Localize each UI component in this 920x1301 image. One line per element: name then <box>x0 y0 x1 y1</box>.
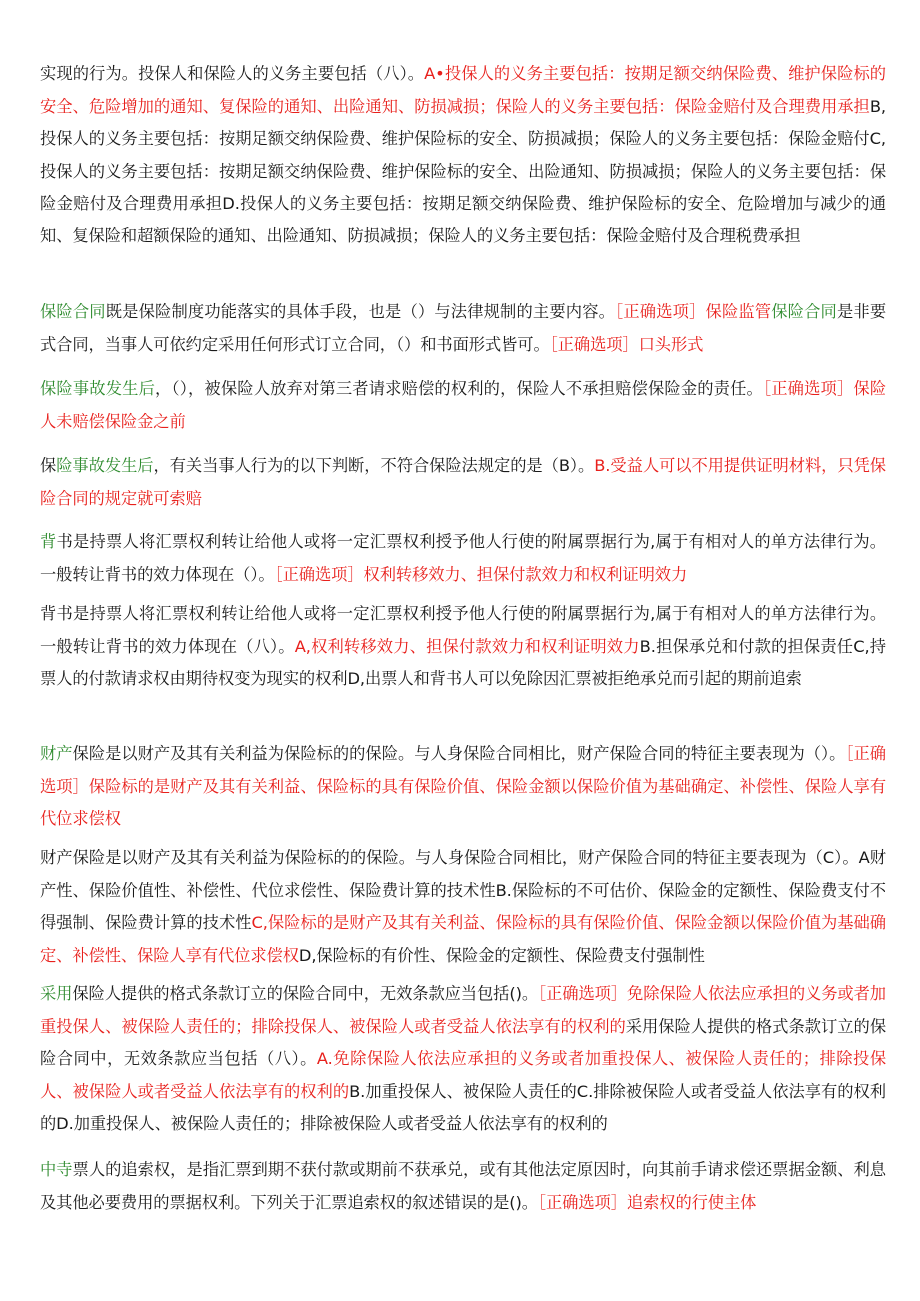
keyword-text: 中寺 <box>40 1160 73 1180</box>
answer-text: ［正确选项］追索权的行使主体 <box>537 1192 757 1212</box>
question-text: B.加重投保人、被保险人责任的C.排除被保险人或者受益人依法享有的权利的D.加重投保人、被保险人责任的；排除被保险人或者受益人依法享有的权利的 <box>40 1081 886 1133</box>
question-text: 票人的追索权，是指汇票到期不获付款或期前不获承兑，或有其他法定原因时，向其前手请求偿还票据金额、利息及其他必要费用的票据权利。下列关于汇票追索权的叙述错误的是()。 <box>40 1160 886 1212</box>
paragraph-property-options <box>40 842 886 972</box>
keyword-text: 保险合同 <box>40 302 106 322</box>
answer-text: A.免除保险人依法应承担的义务或者加重投保人、被保险人责任的；排除投保人、被保险人或者受益人依法享有的权利的 <box>40 1049 886 1101</box>
question-text: ，有关当事人行为的以下判断，不符合保险法规定的是（B）。 <box>153 456 595 476</box>
answer-text: ［正确选项］保险监管 <box>615 302 772 322</box>
answer-text: A•投保人的义务主要包括：按期足额交纳保险费、维护保险标的安全、危险增加的通知、复保险的通知、出险通知、防损减损；保险人的义务主要包括：保险金赔付及合理费用承担 <box>40 64 886 116</box>
question-text: 背书是持票人将汇票权利转让给他人或将一定汇票权利授予他人行使的附属票据行为,属于有相对人的单方法律行为。一般转让背书的效力体现在（八）。 <box>40 604 886 656</box>
answer-text: ［正确选项］口头形式 <box>549 334 704 354</box>
question-text: 保 <box>40 456 57 476</box>
paragraph-endorsement-question <box>40 526 886 591</box>
answer-text: ［正确选项］免除保险人依法应承担的义务或者加重投保人、被保险人责任的；排除投保人、被保险人或者受益人依法享有的权利的 <box>40 984 886 1036</box>
question-text: 是非要式合同，当事人可依约定采用任何形式订立合同，（）和书面形式皆可。 <box>40 302 887 354</box>
paragraph-insurance-duties <box>40 58 886 252</box>
answer-text: ［正确选项］保险人未赔偿保险金之前 <box>40 379 886 431</box>
answer-text: A,权利转移效力、担保付款效力和权利证明效力 <box>294 636 640 656</box>
paragraph-contract-form <box>40 296 886 361</box>
paragraph-recourse <box>40 1154 886 1219</box>
paragraph-property-question <box>40 738 886 835</box>
question-text: 采用保险人提供的格式条款订立的保险合同中，无效条款应当包括（八）。 <box>40 1016 886 1069</box>
keyword-text: 财产 <box>40 744 73 764</box>
question-text: D,保险标的有价性、保险金的定额性、保险费支付强制性 <box>298 945 705 965</box>
keyword-text: 保险合同 <box>771 302 837 322</box>
answer-text: B.受益人可以不用提供证明材料，只凭保险合同的规定就可索赔 <box>40 456 886 508</box>
question-text: B.担保承兑和付款的担保责任C,持票人的付款请求权由期待权变为现实的权利D,出票人和背书人可以免除因汇票被拒绝承兑而引起的期前追索 <box>40 636 886 689</box>
keyword-text: 保险事故发生后 <box>40 379 155 399</box>
question-text: 书是持票人将汇票权利转让给他人或将一定汇票权利授予他人行使的附属票据行为,属于有相对人的单方法律行为。一般转让背书的效力体现在（）。 <box>40 532 886 584</box>
paragraph-after-accident <box>40 450 886 515</box>
answer-text: ［正确选项］保险标的是财产及其有关利益、保险标的具有保险价值、保险金额以保险价值为基础确定、补偿性、保险人享有代位求偿权 <box>40 744 886 829</box>
answer-text: ［正确选项］权利转移效力、担保付款效力和权利证明效力 <box>274 564 688 584</box>
paragraph-standard-terms <box>40 978 886 1140</box>
answer-text: C,保险标的是财产及其有关利益、保险标的具有保险价值、保险金额以保险价值为基础确定、补偿性、保险人享有代位求偿权 <box>40 913 886 965</box>
keyword-text: 险事故发生后 <box>56 456 154 476</box>
paragraph-endorsement-options <box>40 598 886 695</box>
question-text: 保险人提供的格式条款订立的保险合同中，无效条款应当包括()。 <box>72 984 539 1004</box>
question-text: 实现的行为。投保人和保险人的义务主要包括（八）。 <box>40 64 425 84</box>
question-text: B,投保人的义务主要包括：按期足额交纳保险费、维护保险标的安全、防损减损；保险人的义务主要包括：保险金赔付C,投保人的义务主要包括：按期足额交纳保险费、维护保险标的安全、出险通知、防损减损；保险人的义务主要包括：保险金赔付及合理费用承担D.投保人的义务主要包括：按期足额交纳保险费、维护保险标的安全、危险增加与减少的通知、复保险和超额保险的通知、出险通知、防损减损；保险人的义务主要包括：保险金赔付及合理税费承担 <box>40 96 886 246</box>
question-text: 财产保险是以财产及其有关利益为保险标的的保险。与人身保险合同相比，财产保险合同的特征主要表现为（C）。A财产性、保险价值性、补偿性、代位求偿性、保险费计算的技术性B.保险标的不可估价、保险金的定额性、保险费支付不得强制、保险费计算的技术性 <box>40 848 886 933</box>
question-text: 既是保险制度功能落实的具体手段，也是（）与法律规制的主要内容。 <box>105 302 616 322</box>
question-text: 保险是以财产及其有关利益为保险标的的保险。与人身保险合同相比，财产保险合同的特征主要表现为（）。 <box>72 744 846 764</box>
question-text: ，（），被保险人放弃对第三者请求赔偿的权利的，保险人不承担赔偿保险金的责任。 <box>155 379 763 399</box>
keyword-text: 采用 <box>40 984 73 1004</box>
paragraph-waive-claim <box>40 373 886 438</box>
keyword-text: 背 <box>40 532 57 552</box>
